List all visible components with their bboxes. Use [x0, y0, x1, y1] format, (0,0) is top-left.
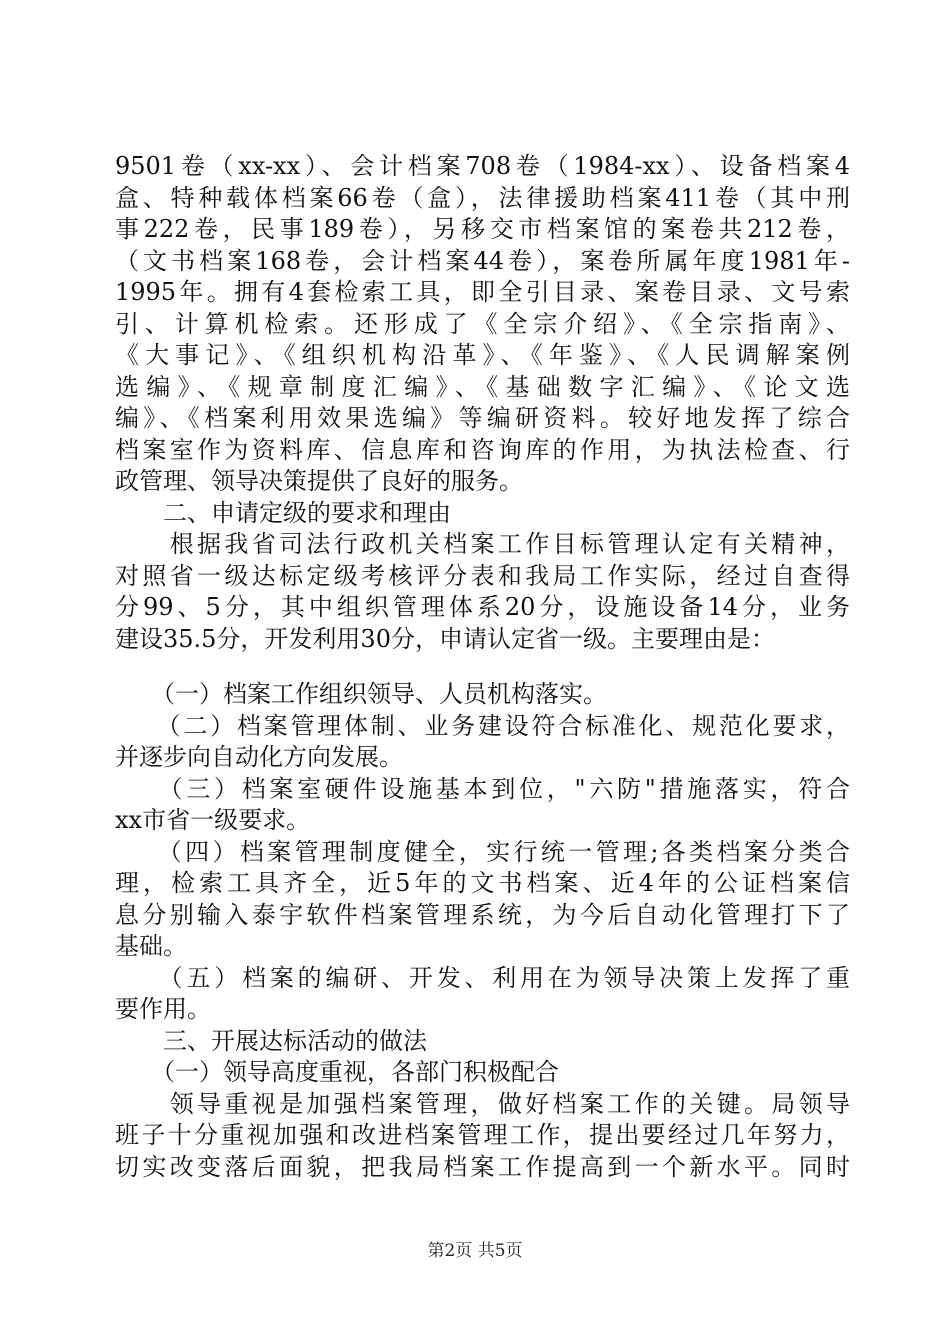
text-line: 编》、《档案利用效果选编》等编研资料。较好地发挥了综合 — [115, 404, 850, 432]
text-line: 二、申请定级的要求和理由 — [115, 498, 451, 527]
document-body — [115, 151, 850, 1183]
text-line: 领导重视是加强档案管理，做好档案工作的关键。局领导 — [115, 1089, 850, 1118]
text-line: 引、计算机检索。还形成了《全宗介绍》、《全宗指南》、 — [115, 309, 850, 338]
text-line: 要作用。 — [115, 995, 211, 1023]
text-line: 切实改变落后面貌，把我局档案工作提高到一个新水平。同时 — [115, 1152, 850, 1181]
text-line: 政管理、领导决策提供了良好的服务。 — [115, 467, 523, 495]
text-line: 班子十分重视加强和改进档案管理工作，提出要经过几年努力， — [115, 1121, 850, 1149]
page-number: 第2页 共5页 — [427, 1241, 523, 1261]
text-line: （三）档案室硬件设施基本到位，"六防"措施落实，符合 — [115, 774, 850, 803]
text-line: 事222卷，民事189卷），另移交市档案馆的案卷共212卷， — [115, 215, 850, 243]
text-line: 理，检索工具齐全，近5年的文书档案、近4年的公证档案信 — [115, 869, 850, 897]
text-line: 1995年。拥有4套检索工具，即全引目录、案卷目录、文号索 — [115, 278, 850, 306]
text-line: （二）档案管理体制、业务建设符合标准化、规范化要求， — [115, 711, 850, 740]
page-footer — [0, 1240, 950, 1262]
text-line: 《大事记》、《组织机构沿革》、《年鉴》、《人民调解案例 — [115, 341, 850, 369]
text-line: 对照省一级达标定级考核评分表和我局工作实际，经过自查得 — [115, 561, 850, 590]
text-line: 9501卷（xx-xx）、会计档案708卷（1984-xx）、设备档案4 — [115, 152, 850, 180]
text-line: 基础。 — [115, 932, 187, 960]
text-line: （一）领导高度重视，各部门积极配合 — [115, 1058, 559, 1086]
text-line: （五）档案的编研、开发、利用在为领导决策上发挥了重 — [115, 963, 850, 992]
text-line: （文书档案168卷，会计档案44卷），案卷所属年度1981年- — [115, 246, 850, 275]
text-line: 建设35.5分，开发利用30分，申请认定省一级。主要理由是： — [115, 624, 775, 653]
text-line: xx市省一级要求。 — [115, 806, 311, 834]
text-line: 根据我省司法行政机关档案工作目标管理认定有关精神， — [115, 530, 850, 558]
text-line: 分99、5分，其中组织管理体系20分，设施设备14分，业务 — [115, 593, 850, 621]
text-line: 盒、特种载体档案66卷（盒），法律援助档案411卷（其中刑 — [115, 183, 850, 212]
text-line: 三、开展达标活动的做法 — [115, 1026, 427, 1055]
text-line: （一）档案工作组织领导、人员机构落实。 — [115, 680, 607, 708]
paragraph-gap — [115, 655, 850, 679]
text-line: 选编》、《规章制度汇编》、《基础数字汇编》、《论文选 — [115, 372, 850, 401]
text-line: 档案室作为资料库、信息库和咨询库的作用，为执法检查、行 — [115, 435, 850, 464]
text-line: 并逐步向自动化方向发展。 — [115, 743, 403, 771]
text-line: 息分别输入泰宇软件档案管理系统，为今后自动化管理打下了 — [115, 900, 850, 929]
text-line: （四）档案管理制度健全，实行统一管理;各类档案分类合 — [115, 837, 850, 866]
